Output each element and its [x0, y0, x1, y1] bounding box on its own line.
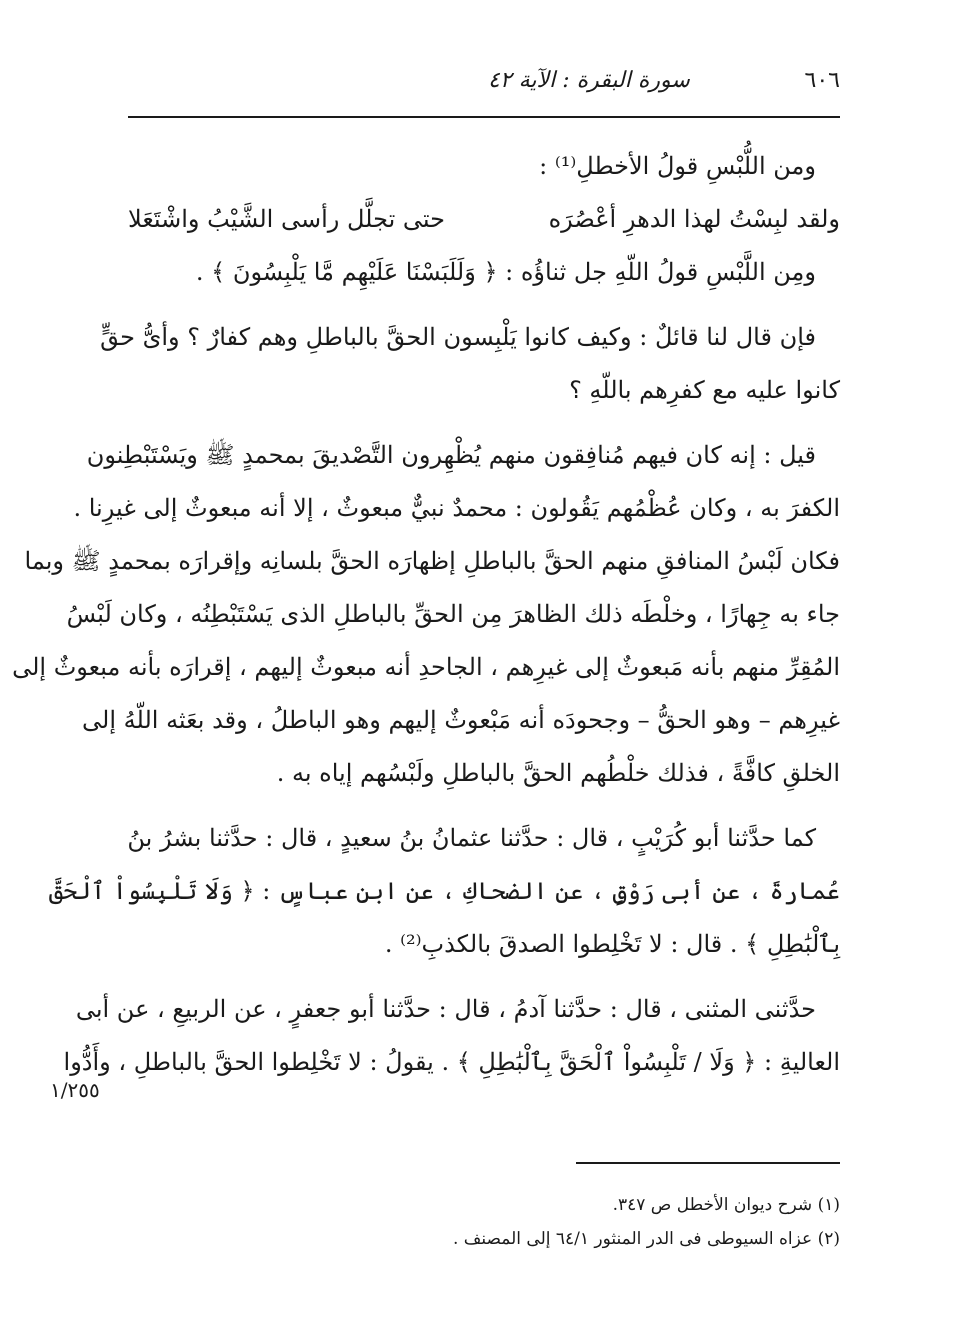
running-title: سورة البقرة : الآية ٤٢	[488, 68, 690, 93]
text-line: فإن قال لنا قائلٌ : وكيف كانوا يَلْبِسون الحقَّ بالباطلِ وهم كفارٌ ؟ وأىُّ حقٍّ	[100, 323, 816, 351]
paragraph-1	[128, 140, 840, 299]
text-line: الخلقِ كافَّةً ، فذلك خلْطُهم الحقَّ بالباطلِ ولَبْسُهم إياه به .	[276, 759, 840, 787]
poetry-verse	[128, 193, 840, 246]
text-line: كانوا عليه مع كفرِهم باللّهِ ؟	[569, 376, 840, 404]
page-number: ٦٠٦	[804, 68, 840, 93]
verse-first-hemistich: ولقد لبِسْتُ لهذا الدهرِ أعْصُرَه	[548, 205, 840, 233]
paragraph-4	[48, 812, 840, 971]
margin-page-reference: ١/٢٥٥	[50, 1078, 100, 1102]
footnote-1: (١) شرح ديوان الأخطل ص ٣٤٧.	[612, 1195, 840, 1215]
text-line: العاليةِ : ﴿ وَلَا / تَلْبِسُواْ ٱلْحَقَّ بِٱلْبَٰطِلِ ﴾ . يقولُ : لا تَخْلِطوا الحقَّ بالباطلِ ، وأَدُّوا	[63, 1048, 840, 1076]
text-line: قيل : إنه كان فيهم مُنافِقون منهم يُظْهِرون التَّصْديقَ بمحمدٍ ﷺ ويَسْتَبْطِنون	[86, 441, 816, 469]
paragraph-3	[12, 429, 840, 800]
footnotes	[128, 1188, 840, 1256]
page-header	[128, 62, 840, 102]
text-line: جاء به جِهارًا ، وخلْطَه ذلك الظاهرَ مِن الحقِّ بالباطلِ الذى يَسْتَبْطِنُه ، وكان لَبْسُ	[66, 600, 840, 628]
main-text	[12, 140, 840, 1089]
text-line: كما حدَّثنا أبو كُرَيْبٍ ، قال : حدَّثنا عثمانُ بنُ سعيدٍ ، قال : حدَّثنا بشرُ بنُ	[127, 824, 816, 852]
text-line: الكفرَ به ، وكان عُظْمُهم يَقُولون : محمدٌ نبيٌّ مبعوثٌ ، إلا أنه مبعوثٌ إلى غيرِنا .	[73, 494, 840, 522]
text-line: عُمارةَ ، عن أبى رَوْقٍ ، عن الضحاكِ ، عن ابنِ عباسٍ : ﴿ وَلَا تَلْبِسُواْ ٱلْحَقَّ	[48, 877, 840, 905]
text-line: ومِن اللَّبْسِ قولُ اللّهِ جل ثناؤُه : ﴿ وَلَلَبَسْنَا عَلَيْهِم مَّا يَلْبِسُونَ ﴾ .	[195, 258, 816, 286]
footnote-divider	[576, 1162, 840, 1164]
text-line: فكان لَبْسُ المنافقِ منهم الحقَّ بالباطلِ إظهارَه الحقَّ بلسانِه وإقرارَه بمحمدٍ ﷺ وبما	[24, 547, 840, 575]
text-line: حدَّثنى المثنى ، قال : حدَّثنا آدمُ ، قال : حدَّثنا أبو جعفرٍ ، عن الربيعِ ، عن أبى	[75, 995, 816, 1023]
header-divider	[128, 116, 840, 118]
footnote-2: (٢) عزاه السيوطى فى الدر المنثور ٦٤/١ إلى المصنف .	[453, 1229, 840, 1249]
text-line: المُقِرِّ منهم بأنه مَبعوثٌ إلى غيرِهم ، الجاحدِ أنه مبعوثٌ إليهم ، إقرارَه بأنه مبعوثٌ إلى	[12, 653, 840, 681]
text-line: غيرِهم – وهو الحقُّ – وجحودَه أنه مَبْعوثٌ إليهم وهو الباطلُ ، وقد بعَثه اللّهُ إلى	[82, 706, 840, 734]
text-line: ومن اللُّبْسِ قولُ الأخطلِ⁽¹⁾ :	[539, 152, 816, 180]
paragraph-2	[100, 311, 840, 417]
paragraph-5	[63, 983, 840, 1089]
text-line: بِٱلْبَٰطِلِ ﴾ . قال : لا تَخْلِطوا الصدقَ بالكذبِ⁽²⁾ .	[384, 930, 840, 958]
verse-second-hemistich: حتى تجلَّل رأسى الشَّيْبُ واشْتَعَلا	[128, 205, 445, 233]
